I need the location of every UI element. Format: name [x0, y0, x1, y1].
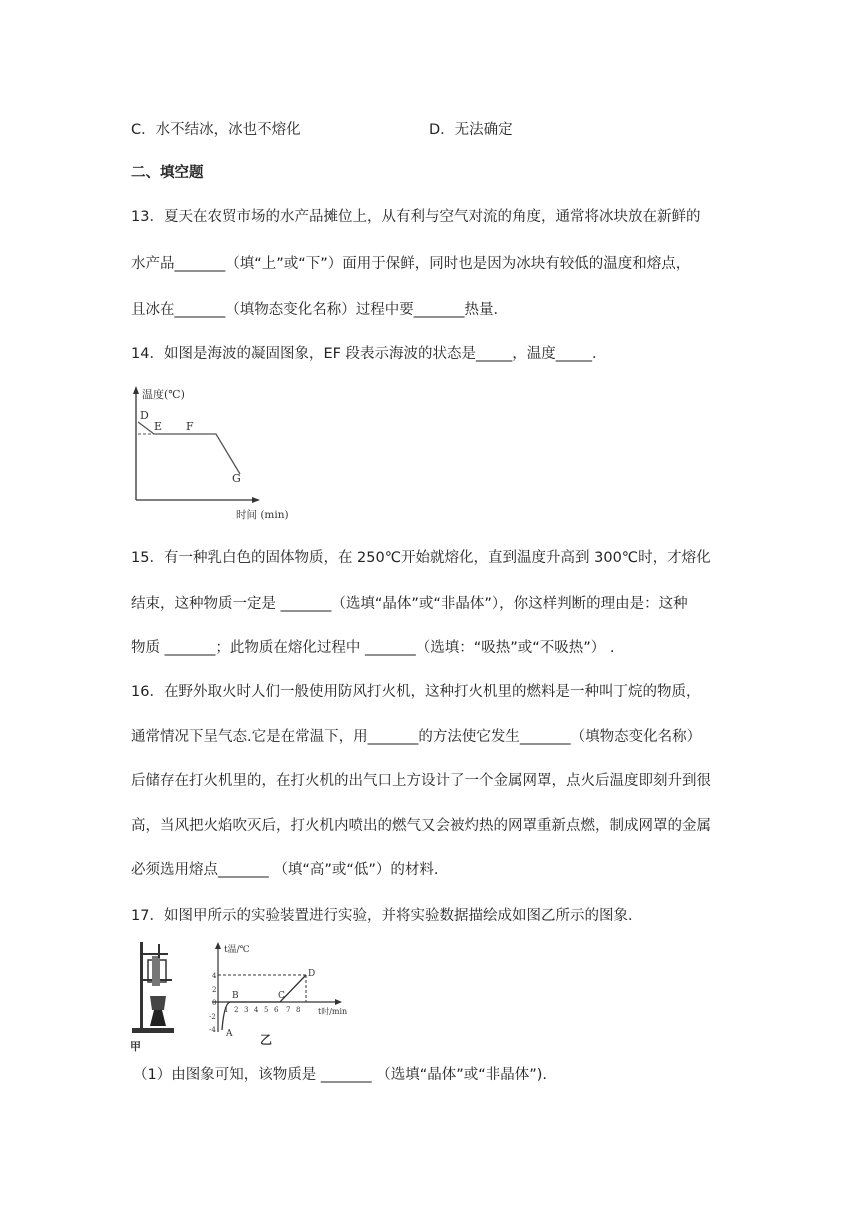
q17-point-c: C — [278, 991, 285, 1001]
q16-line2: 通常情况下呈气态.它是在常温下，用_______的方法使它发生_______（填物态变化名称） — [131, 729, 702, 745]
q17-xtick-4: 4 — [254, 1006, 259, 1014]
q13-line1: 13．夏天在农贸市场的水产品摊位上，从有利与空气对流的角度，通常将冰块放在新鲜的 — [131, 209, 701, 225]
q17-point-d: D — [308, 969, 316, 979]
q17-ytick-4: 4 — [212, 972, 217, 980]
q17-xlabel: t时/min — [318, 1007, 348, 1016]
q17-sub1: （1）由图象可知，该物质是 _______ （选填“晶体”或“非晶体”). — [133, 1067, 548, 1083]
q13-line2: 水产品_______（填“上”或“下”）面用于保鲜，同时也是因为冰块有较低的温度和熔点， — [131, 256, 691, 272]
q17-xtick-7: 7 — [286, 1006, 291, 1014]
q14-xlabel: 时间 (min) — [236, 509, 289, 521]
q14-line1: 14．如图是海波的凝固图象，EF 段表示海波的状态是_____，温度_____． — [131, 346, 607, 362]
q17-point-a: A — [226, 1029, 233, 1039]
q17-apparatus-figure — [128, 940, 190, 1052]
q17-line1: 17．如图甲所示的实验装置进行实验，并将实验数据描绘成如图乙所示的图象． — [131, 908, 643, 924]
q15-line2: 结束，这种物质一定是 _______（选填“晶体”或“非晶体”），你这样判断的理由是：这种 — [131, 596, 688, 612]
q16-line5: 必须选用熔点_______ （填“高”或“低”）的材料. — [131, 862, 439, 878]
q14-point-g: G — [232, 472, 241, 485]
option-d: D．无法确定 — [429, 122, 513, 138]
q14-solidification-graph — [128, 384, 289, 524]
q15-line1: 15．有一种乳白色的固体物质，在 250℃开始就熔化，直到温度升高到 300℃时，才熔化 — [131, 550, 711, 566]
q17-xtick-1: 1 — [224, 1006, 229, 1014]
q17-ytick-0: 0 — [212, 999, 217, 1007]
q17-xtick-6: 6 — [274, 1006, 279, 1014]
figure-a-label: 甲 — [130, 1040, 141, 1053]
q14-point-d: D — [140, 409, 149, 422]
q14-point-f: F — [186, 420, 194, 433]
q16-line1: 16．在野外取火时人们一般使用防风打火机，这种打火机里的燃料是一种叫丁烷的物质， — [131, 684, 701, 700]
q17-ylabel: t温/℃ — [224, 945, 250, 955]
q17-xtick-3: 3 — [244, 1006, 249, 1014]
q15-line3: 物质 _______；此物质在熔化过程中 _______（选填：“吸热”或“不吸热”） . — [131, 640, 615, 656]
q16-line4: 高，当风把火焰吹灭后，打火机内喷出的燃气又会被灼热的网罩重新点燃，制成网罩的金属 — [131, 818, 711, 834]
q16-line3: 后储存在打火机里的，在打火机的出气口上方设计了一个金属网罩，点火后温度即刻升到很 — [131, 773, 711, 789]
q14-ylabel: 温度(℃) — [142, 388, 185, 401]
q17-xtick-5: 5 — [264, 1006, 269, 1014]
figure-b-label: 乙 — [260, 1033, 273, 1047]
q13-line3: 且冰在_______（填物态变化名称）过程中要_______热量． — [131, 302, 508, 318]
q17-ytick-neg2: -2 — [209, 1013, 216, 1021]
q14-point-e: E — [154, 420, 163, 433]
option-c: C．水不结冰，冰也不熔化 — [131, 122, 301, 138]
q17-xtick-8: 8 — [296, 1006, 301, 1014]
section-title: 二、填空题 — [131, 165, 204, 181]
q17-heating-graph — [196, 940, 356, 1050]
q17-xtick-2: 2 — [234, 1006, 239, 1014]
q17-point-b: B — [232, 991, 239, 1001]
q17-ytick-2: 2 — [212, 986, 217, 994]
q17-ytick-neg4: -4 — [209, 1026, 216, 1034]
